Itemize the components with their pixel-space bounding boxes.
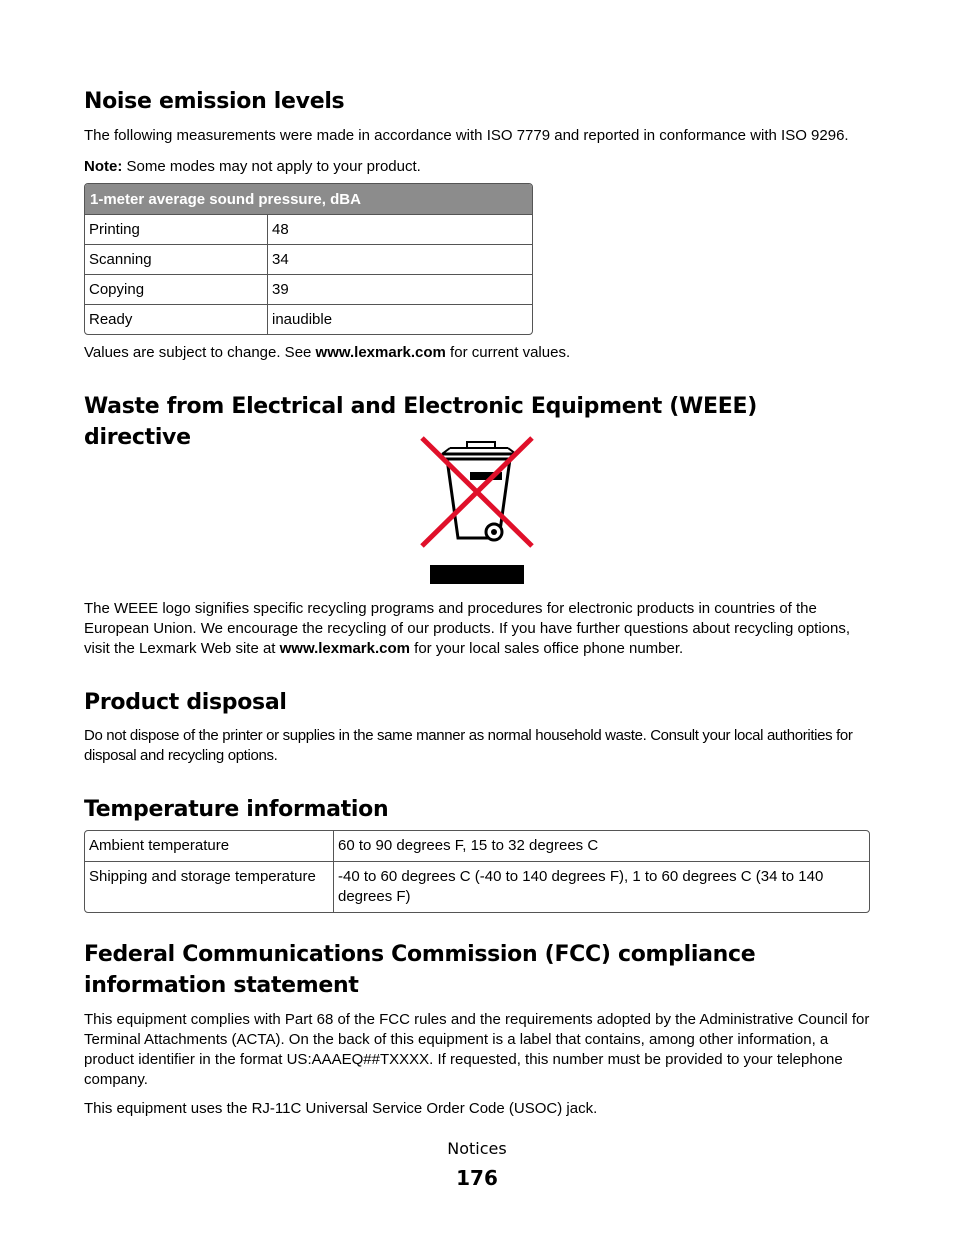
noise-note (84, 157, 870, 177)
value-cell: 60 to 90 degrees F, 15 to 32 degrees C (338, 837, 599, 854)
table-row (85, 244, 532, 274)
noise-intro: The following measurements were made in accordance with ISO 7779 and reported in conformance with ISO 9296. (84, 127, 849, 144)
note-label: Note: (84, 158, 123, 175)
noise-table-header: 1-meter average sound pressure, dBA (85, 184, 532, 214)
footnote-text: Values are subject to change. See (84, 344, 316, 361)
temperature-table-wrap (84, 830, 870, 913)
noise-heading: Noise emission levels (84, 89, 345, 114)
lexmark-link[interactable]: www.lexmark.com (279, 640, 410, 657)
label-cell: Shipping and storage temperature (85, 861, 334, 912)
weee-text-end: for your local sales office phone number. (409, 640, 684, 657)
temperature-heading: Temperature information (84, 797, 389, 822)
weee-heading: Waste from Electrical and Electronic Equipment (WEEE) directive (84, 394, 757, 450)
mode-cell: Copying (85, 274, 268, 304)
value-cell: 48 (268, 214, 532, 244)
disposal-heading: Product disposal (84, 690, 287, 715)
weee-logo (420, 434, 540, 586)
footer-section: Notices (447, 1139, 507, 1158)
fcc-heading: Federal Communications Commission (FCC) compliance information statement (84, 942, 756, 998)
temperature-table (84, 830, 870, 913)
weee-paragraph (84, 599, 870, 659)
label-cell: Ambient temperature (85, 831, 334, 861)
mode-cell: Scanning (85, 244, 268, 274)
value-cell: -40 to 60 degrees C (-40 to 140 degrees F), 1 to 60 degrees C (34 to 140 degrees F) (334, 861, 869, 912)
table-row (85, 304, 532, 334)
table-row (85, 861, 869, 912)
footnote-text-end: for current values. (445, 344, 571, 361)
note-text: Some modes may not apply to your product. (122, 158, 421, 175)
table-row (85, 831, 869, 861)
weee-text: The WEEE logo signifies specific recycling programs and procedures for electronic products in countries of the European Union. We encourage the recycling of our products. If you have further questions about recycling options, visit the Lexmark Web site at (84, 600, 851, 657)
mode-cell: Printing (85, 214, 268, 244)
value-cell: 39 (268, 274, 532, 304)
crossed-out-wheelie-bin-icon (420, 434, 540, 586)
mode-cell: Ready (85, 304, 268, 334)
noise-footnote (84, 343, 870, 363)
disposal-paragraph: Do not dispose of the printer or supplies in the same manner as normal household waste. Consult your local authorities for disposal and recycling options. (84, 727, 853, 764)
page-number: 176 (456, 1166, 498, 1190)
noise-table (84, 183, 533, 335)
table-row (85, 214, 532, 244)
fcc-paragraph-1: This equipment complies with Part 68 of the FCC rules and the requirements adopted by the Administrative Council for Terminal Attachments (ACTA). On the back of this equipment is a label that contains, among other information, a product identifier in the format US:AAAEQ##TXXXX. If requested, this number must be provided to your telephone company. (84, 1011, 870, 1088)
value-cell: inaudible (268, 304, 532, 334)
value-cell: 34 (268, 244, 532, 274)
table-row (85, 274, 532, 304)
fcc-paragraph-2: This equipment uses the RJ-11C Universal Service Order Code (USOC) jack. (84, 1100, 598, 1117)
lexmark-link[interactable]: www.lexmark.com (315, 344, 446, 361)
noise-table-wrap (84, 183, 870, 335)
